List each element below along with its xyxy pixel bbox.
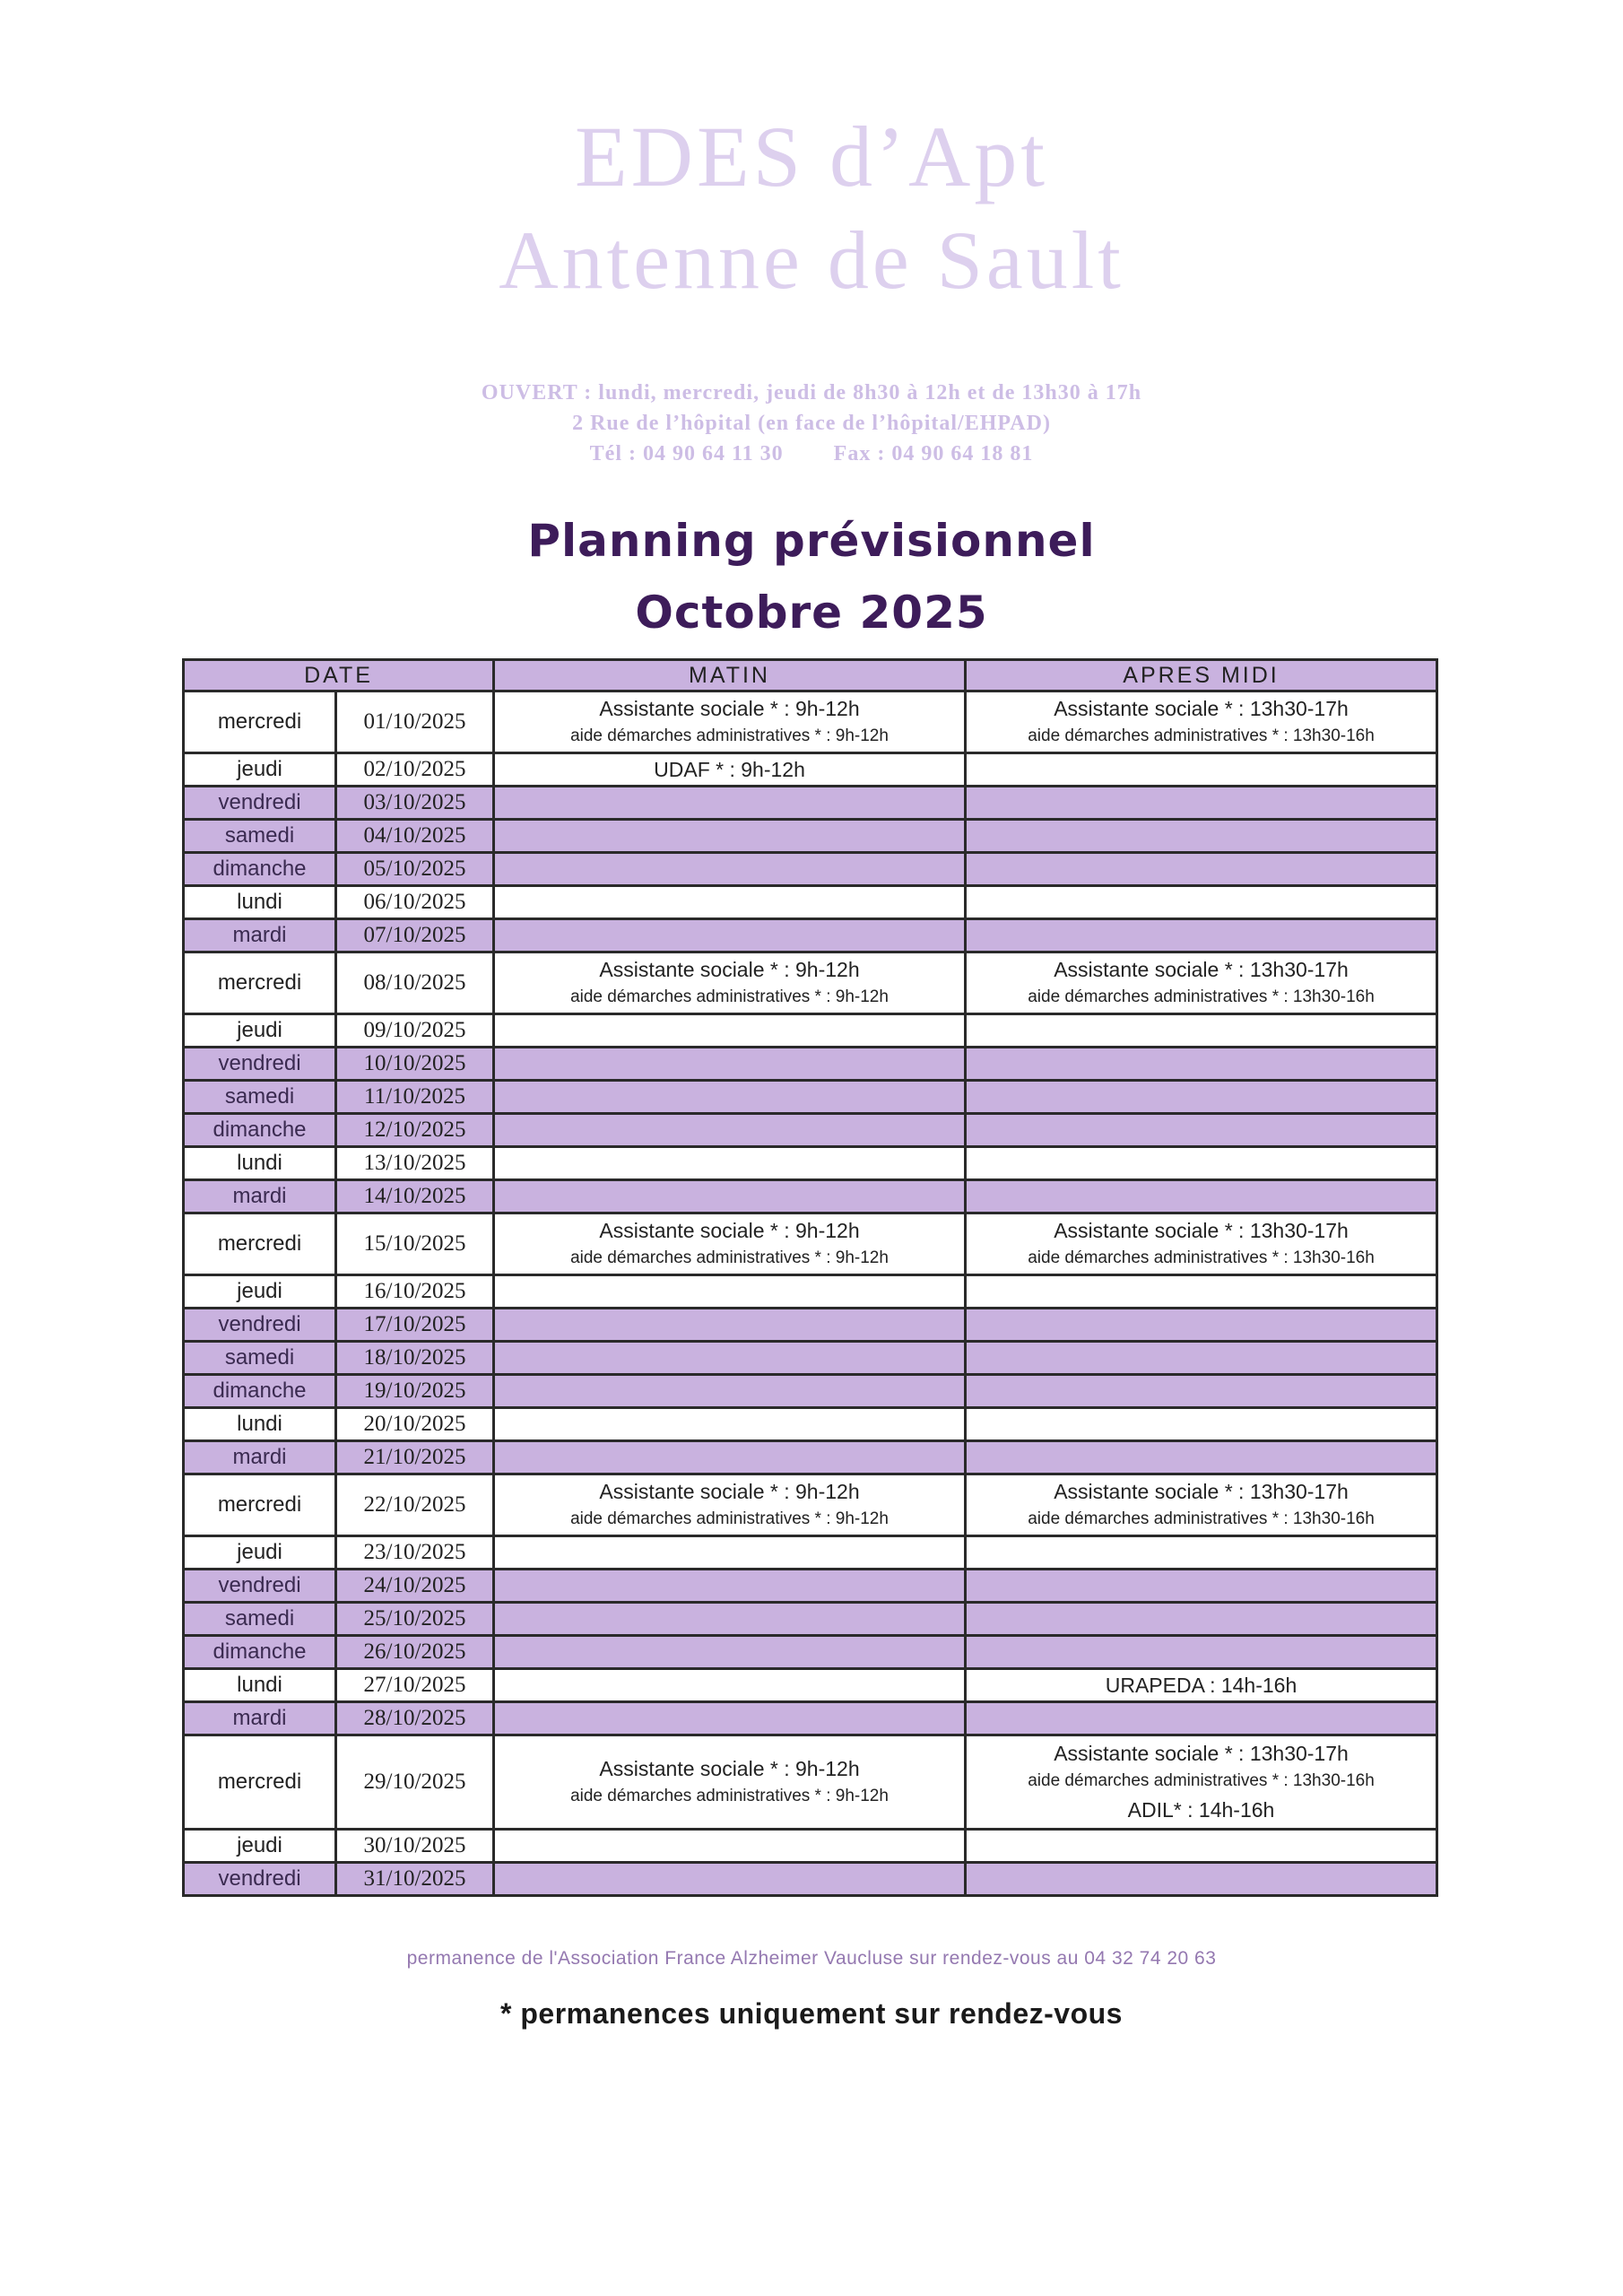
day-of-week-cell: dimanche bbox=[184, 1114, 336, 1147]
appointment-entry: Assistante sociale * : 13h30-17h bbox=[1054, 958, 1349, 981]
date-cell: 05/10/2025 bbox=[336, 853, 494, 886]
appointment-entry: UDAF * : 9h-12h bbox=[654, 758, 805, 781]
morning-cell bbox=[494, 1408, 966, 1441]
afternoon-cell bbox=[966, 1441, 1437, 1474]
table-row bbox=[184, 1114, 1437, 1147]
afternoon-cell bbox=[966, 1536, 1437, 1570]
appointment-entry: Assistante sociale * : 9h-12h bbox=[599, 1480, 860, 1503]
day-of-week-cell: mardi bbox=[184, 919, 336, 952]
morning-cell bbox=[494, 1603, 966, 1636]
morning-cell bbox=[494, 787, 966, 820]
morning-cell bbox=[494, 1735, 966, 1830]
afternoon-cell bbox=[966, 1213, 1437, 1275]
day-of-week-cell: samedi bbox=[184, 1342, 336, 1375]
table-header-row bbox=[184, 660, 1437, 691]
morning-cell bbox=[494, 1636, 966, 1669]
morning-cell bbox=[494, 820, 966, 853]
morning-cell bbox=[494, 853, 966, 886]
date-cell: 22/10/2025 bbox=[336, 1474, 494, 1536]
day-of-week-cell: vendredi bbox=[184, 1048, 336, 1081]
date-cell: 19/10/2025 bbox=[336, 1375, 494, 1408]
date-cell: 10/10/2025 bbox=[336, 1048, 494, 1081]
appointment-entry: aide démarches administratives * : 9h-12h bbox=[570, 1787, 889, 1805]
appointment-entry: aide démarches administratives * : 13h30-16h bbox=[1028, 1248, 1375, 1267]
date-cell: 07/10/2025 bbox=[336, 919, 494, 952]
table-row bbox=[184, 1081, 1437, 1114]
date-cell: 06/10/2025 bbox=[336, 886, 494, 919]
table-row bbox=[184, 1702, 1437, 1735]
morning-cell bbox=[494, 1863, 966, 1896]
appointment-entry: Assistante sociale * : 13h30-17h bbox=[1054, 1742, 1349, 1765]
afternoon-cell bbox=[966, 1114, 1437, 1147]
day-of-week-cell: mercredi bbox=[184, 1474, 336, 1536]
day-of-week-cell: mardi bbox=[184, 1180, 336, 1213]
title-line-2: Antenne de Sault bbox=[499, 214, 1124, 306]
date-cell: 23/10/2025 bbox=[336, 1536, 494, 1570]
opening-hours: OUVERT : lundi, mercredi, jeudi de 8h30 à 12h et de 13h30 à 17h bbox=[481, 381, 1142, 404]
appointment-entry: Assistante sociale * : 9h-12h bbox=[599, 697, 860, 720]
schedule-body bbox=[184, 691, 1437, 1896]
date-cell: 03/10/2025 bbox=[336, 787, 494, 820]
afternoon-cell bbox=[966, 1474, 1437, 1536]
date-cell: 21/10/2025 bbox=[336, 1441, 494, 1474]
appointment-entry: Assistante sociale * : 9h-12h bbox=[599, 958, 860, 981]
afternoon-cell bbox=[966, 1309, 1437, 1342]
morning-cell bbox=[494, 1114, 966, 1147]
afternoon-cell bbox=[966, 1048, 1437, 1081]
afternoon-cell bbox=[966, 886, 1437, 919]
appointment-entry: aide démarches administratives * : 13h30-16h bbox=[1028, 1509, 1375, 1528]
morning-cell bbox=[494, 1213, 966, 1275]
table-row bbox=[184, 787, 1437, 820]
afternoon-cell bbox=[966, 1830, 1437, 1863]
afternoon-cell bbox=[966, 1375, 1437, 1408]
morning-cell bbox=[494, 1081, 966, 1114]
date-cell: 18/10/2025 bbox=[336, 1342, 494, 1375]
table-row bbox=[184, 1014, 1437, 1048]
date-cell: 17/10/2025 bbox=[336, 1309, 494, 1342]
afternoon-cell bbox=[966, 1342, 1437, 1375]
day-of-week-cell: mercredi bbox=[184, 691, 336, 753]
date-cell: 27/10/2025 bbox=[336, 1669, 494, 1702]
afternoon-cell bbox=[966, 787, 1437, 820]
day-of-week-cell: jeudi bbox=[184, 1536, 336, 1570]
morning-cell bbox=[494, 1275, 966, 1309]
appointment-entry: Assistante sociale * : 13h30-17h bbox=[1054, 697, 1349, 720]
date-cell: 13/10/2025 bbox=[336, 1147, 494, 1180]
table-row bbox=[184, 1309, 1437, 1342]
afternoon-cell bbox=[966, 1570, 1437, 1603]
appointment-entry: Assistante sociale * : 9h-12h bbox=[599, 1757, 860, 1780]
appointment-entry: URAPEDA : 14h-16h bbox=[1105, 1674, 1298, 1697]
afternoon-cell bbox=[966, 1735, 1437, 1830]
appointment-entry: aide démarches administratives * : 9h-12h bbox=[570, 987, 889, 1006]
afternoon-cell bbox=[966, 691, 1437, 753]
morning-cell bbox=[494, 1014, 966, 1048]
afternoon-cell bbox=[966, 1863, 1437, 1896]
date-cell: 26/10/2025 bbox=[336, 1636, 494, 1669]
day-of-week-cell: vendredi bbox=[184, 787, 336, 820]
date-cell: 15/10/2025 bbox=[336, 1213, 494, 1275]
table-row bbox=[184, 1275, 1437, 1309]
day-of-week-cell: dimanche bbox=[184, 1375, 336, 1408]
afternoon-cell bbox=[966, 952, 1437, 1014]
afternoon-cell bbox=[966, 1147, 1437, 1180]
day-of-week-cell: vendredi bbox=[184, 1863, 336, 1896]
header-apres-midi: APRES MIDI bbox=[966, 660, 1437, 691]
table-row bbox=[184, 1735, 1437, 1830]
afternoon-cell bbox=[966, 1180, 1437, 1213]
schedule-table bbox=[182, 658, 1438, 1897]
day-of-week-cell: vendredi bbox=[184, 1309, 336, 1342]
date-cell: 20/10/2025 bbox=[336, 1408, 494, 1441]
date-cell: 04/10/2025 bbox=[336, 820, 494, 853]
day-of-week-cell: dimanche bbox=[184, 853, 336, 886]
morning-cell bbox=[494, 1669, 966, 1702]
appointment-entry: aide démarches administratives * : 9h-12h bbox=[570, 726, 889, 745]
table-row bbox=[184, 1180, 1437, 1213]
morning-cell bbox=[494, 1147, 966, 1180]
appointment-entry: aide démarches administratives * : 9h-12h bbox=[570, 1248, 889, 1267]
day-of-week-cell: mercredi bbox=[184, 952, 336, 1014]
day-of-week-cell: samedi bbox=[184, 820, 336, 853]
table-row bbox=[184, 1536, 1437, 1570]
date-cell: 30/10/2025 bbox=[336, 1830, 494, 1863]
appointment-entry: aide démarches administratives * : 13h30-16h bbox=[1028, 726, 1375, 745]
date-cell: 14/10/2025 bbox=[336, 1180, 494, 1213]
morning-cell bbox=[494, 753, 966, 787]
morning-cell bbox=[494, 919, 966, 952]
alzheimer-note: permanence de l'Association France Alzheimer Vaucluse sur rendez-vous au 04 32 74 20 63 bbox=[406, 1948, 1217, 1969]
day-of-week-cell: dimanche bbox=[184, 1636, 336, 1669]
date-cell: 24/10/2025 bbox=[336, 1570, 494, 1603]
table-row bbox=[184, 1441, 1437, 1474]
appointment-entry: ADIL* : 14h-16h bbox=[1127, 1798, 1275, 1822]
afternoon-cell bbox=[966, 753, 1437, 787]
appointment-entry: Assistante sociale * : 9h-12h bbox=[599, 1219, 860, 1242]
appointment-entry: aide démarches administratives * : 9h-12h bbox=[570, 1509, 889, 1528]
table-row bbox=[184, 1636, 1437, 1669]
afternoon-cell bbox=[966, 1603, 1437, 1636]
morning-cell bbox=[494, 1309, 966, 1342]
day-of-week-cell: jeudi bbox=[184, 1014, 336, 1048]
table-row bbox=[184, 919, 1437, 952]
day-of-week-cell: jeudi bbox=[184, 1830, 336, 1863]
day-of-week-cell: jeudi bbox=[184, 753, 336, 787]
afternoon-cell bbox=[966, 919, 1437, 952]
afternoon-cell bbox=[966, 820, 1437, 853]
morning-cell bbox=[494, 1474, 966, 1536]
morning-cell bbox=[494, 1375, 966, 1408]
date-cell: 01/10/2025 bbox=[336, 691, 494, 753]
date-cell: 09/10/2025 bbox=[336, 1014, 494, 1048]
appointment-entry: Assistante sociale * : 13h30-17h bbox=[1054, 1219, 1349, 1242]
date-cell: 16/10/2025 bbox=[336, 1275, 494, 1309]
table-row bbox=[184, 853, 1437, 886]
address: 2 Rue de l’hôpital (en face de l’hôpital/EHPAD) bbox=[572, 412, 1051, 435]
day-of-week-cell: lundi bbox=[184, 1408, 336, 1441]
contact-line bbox=[0, 442, 1623, 466]
day-of-week-cell: mardi bbox=[184, 1702, 336, 1735]
appointment-note: * permanences uniquement sur rendez-vous bbox=[500, 1997, 1123, 2030]
table-row bbox=[184, 1048, 1437, 1081]
morning-cell bbox=[494, 1342, 966, 1375]
date-cell: 11/10/2025 bbox=[336, 1081, 494, 1114]
title-line-1: EDES d’Apt bbox=[575, 109, 1048, 204]
morning-cell bbox=[494, 1180, 966, 1213]
morning-cell bbox=[494, 691, 966, 753]
afternoon-cell bbox=[966, 1408, 1437, 1441]
table-row bbox=[184, 1570, 1437, 1603]
table-row bbox=[184, 952, 1437, 1014]
date-cell: 08/10/2025 bbox=[336, 952, 494, 1014]
table-row bbox=[184, 1342, 1437, 1375]
day-of-week-cell: jeudi bbox=[184, 1275, 336, 1309]
phone-number: Tél : 04 90 64 11 30 bbox=[589, 442, 784, 465]
day-of-week-cell: mercredi bbox=[184, 1735, 336, 1830]
day-of-week-cell: samedi bbox=[184, 1081, 336, 1114]
morning-cell bbox=[494, 1830, 966, 1863]
afternoon-cell bbox=[966, 1636, 1437, 1669]
day-of-week-cell: lundi bbox=[184, 1669, 336, 1702]
table-row bbox=[184, 1603, 1437, 1636]
date-cell: 28/10/2025 bbox=[336, 1702, 494, 1735]
table-row bbox=[184, 1830, 1437, 1863]
table-row bbox=[184, 820, 1437, 853]
planning-title: Planning prévisionnel bbox=[527, 515, 1096, 567]
afternoon-cell bbox=[966, 1702, 1437, 1735]
date-cell: 31/10/2025 bbox=[336, 1863, 494, 1896]
afternoon-cell bbox=[966, 1081, 1437, 1114]
table-row bbox=[184, 1863, 1437, 1896]
planning-month: Octobre 2025 bbox=[635, 587, 988, 639]
appointment-entry: aide démarches administratives * : 13h30-16h bbox=[1028, 1771, 1375, 1790]
afternoon-cell bbox=[966, 1014, 1437, 1048]
date-cell: 12/10/2025 bbox=[336, 1114, 494, 1147]
morning-cell bbox=[494, 886, 966, 919]
day-of-week-cell: vendredi bbox=[184, 1570, 336, 1603]
morning-cell bbox=[494, 1570, 966, 1603]
appointment-entry: Assistante sociale * : 13h30-17h bbox=[1054, 1480, 1349, 1503]
morning-cell bbox=[494, 1702, 966, 1735]
table-row bbox=[184, 886, 1437, 919]
morning-cell bbox=[494, 1536, 966, 1570]
day-of-week-cell: lundi bbox=[184, 886, 336, 919]
date-cell: 02/10/2025 bbox=[336, 753, 494, 787]
date-cell: 25/10/2025 bbox=[336, 1603, 494, 1636]
afternoon-cell bbox=[966, 1275, 1437, 1309]
table-row bbox=[184, 1669, 1437, 1702]
afternoon-cell bbox=[966, 853, 1437, 886]
header-date: DATE bbox=[184, 660, 494, 691]
header-matin: MATIN bbox=[494, 660, 966, 691]
fax-number: Fax : 04 90 64 18 81 bbox=[833, 442, 1034, 465]
afternoon-cell bbox=[966, 1669, 1437, 1702]
appointment-entry: aide démarches administratives * : 13h30-16h bbox=[1028, 987, 1375, 1006]
date-cell: 29/10/2025 bbox=[336, 1735, 494, 1830]
table-row bbox=[184, 691, 1437, 753]
table-row bbox=[184, 1474, 1437, 1536]
morning-cell bbox=[494, 1441, 966, 1474]
morning-cell bbox=[494, 952, 966, 1014]
morning-cell bbox=[494, 1048, 966, 1081]
table-row bbox=[184, 753, 1437, 787]
table-row bbox=[184, 1213, 1437, 1275]
table-row bbox=[184, 1408, 1437, 1441]
table-row bbox=[184, 1147, 1437, 1180]
day-of-week-cell: lundi bbox=[184, 1147, 336, 1180]
table-row bbox=[184, 1375, 1437, 1408]
day-of-week-cell: mercredi bbox=[184, 1213, 336, 1275]
day-of-week-cell: mardi bbox=[184, 1441, 336, 1474]
day-of-week-cell: samedi bbox=[184, 1603, 336, 1636]
